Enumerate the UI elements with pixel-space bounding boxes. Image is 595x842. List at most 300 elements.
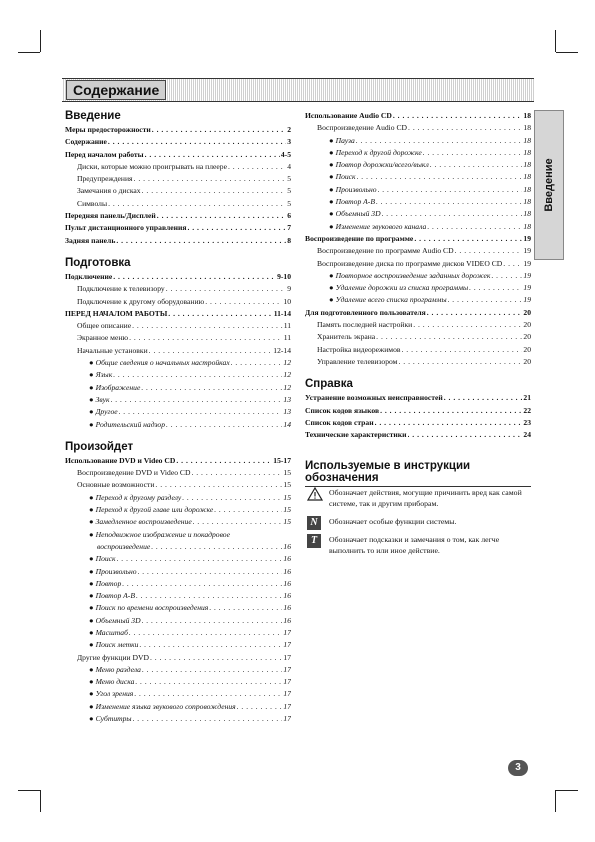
toc-entry[interactable] [65, 271, 291, 283]
toc-entry-title: Содержание [65, 137, 107, 147]
toc-page-number: 19 [523, 270, 531, 280]
toc-page-number: 11 [283, 321, 291, 331]
leader-dots [401, 344, 522, 356]
toc-entry[interactable] [65, 369, 291, 381]
leader-dots [378, 184, 523, 196]
toc-entry-text: Переход к другому разделу [95, 492, 182, 502]
toc-entry-text: Язык [95, 370, 113, 380]
toc-page-number: 22 [523, 405, 531, 415]
toc-entry-text: Переход к другой главе или дорожке [95, 505, 214, 515]
leader-dots [375, 417, 523, 429]
toc-page-number: 19 [523, 258, 531, 268]
toc-entry-title: Меры предосторожности [65, 125, 151, 134]
bullet-icon: ● [89, 529, 94, 539]
toc-entry-title [89, 492, 181, 504]
toc-page-number: 18 [523, 221, 531, 231]
toc-entry-title [89, 664, 141, 676]
leader-dots [427, 307, 523, 319]
toc-entry[interactable] [65, 345, 291, 357]
toc-entry[interactable] [305, 196, 531, 208]
toc-entry[interactable] [305, 171, 531, 183]
toc-entry[interactable] [305, 147, 531, 159]
toc-entry-text: Изменение языка звукового сопровождения [95, 701, 236, 711]
toc-entry-title [89, 566, 137, 578]
leader-dots [382, 208, 523, 220]
note-icon: N [307, 516, 321, 530]
toc-entry[interactable] [65, 149, 291, 161]
toc-entry-title [89, 382, 140, 394]
toc-entry-text: Пауза [335, 135, 355, 145]
toc-page-number: 5 [287, 174, 291, 184]
toc-entry[interactable] [65, 283, 291, 295]
legend-item-note [307, 516, 531, 530]
toc-entry[interactable] [305, 344, 531, 356]
leader-dots [134, 688, 282, 700]
bullet-icon: ● [89, 603, 94, 613]
toc-entry-text: Произвольно [335, 184, 377, 194]
leader-dots [187, 222, 286, 234]
toc-entry[interactable] [65, 124, 291, 136]
toc-page-number: 19 [523, 283, 531, 293]
leader-dots [357, 171, 523, 183]
toc-page-number: 12 [283, 382, 291, 392]
toc-entry-text: Поиск метки [95, 640, 139, 650]
bullet-icon: ● [89, 492, 94, 502]
toc-entry-text: Удаление всего списка программы [335, 295, 447, 305]
toc-page-number: 20 [523, 307, 531, 317]
leader-dots [455, 245, 523, 257]
crop-mark [555, 30, 556, 52]
legend-text: Обозначает подсказки и замечания о том, как легче выполнить то или иное действие. [329, 535, 500, 555]
leader-dots [136, 590, 282, 602]
toc-page-number: 17 [283, 652, 291, 662]
toc-page-number: 17 [283, 701, 291, 711]
toc-entry-title: ПЕРЕД НАЧАЛОМ РАБОТЫ [65, 308, 168, 318]
toc-entry[interactable] [65, 541, 291, 553]
leader-dots [413, 319, 522, 331]
toc-page-number: 5 [287, 186, 291, 196]
toc-page-number: 16 [283, 603, 291, 613]
toc-page-number: 4 [287, 161, 291, 171]
toc-entry[interactable] [305, 429, 531, 441]
toc-entry-text: Субтитры [95, 714, 132, 724]
side-tab-label: Введение [543, 158, 555, 212]
toc-entry-text: Повтор [95, 578, 122, 588]
toc-page-number: 16 [283, 591, 291, 601]
toc-entry[interactable] [305, 417, 531, 429]
bullet-icon: ● [329, 221, 334, 231]
toc-entry[interactable] [65, 516, 291, 528]
toc-entry-title [329, 208, 381, 220]
bullet-icon: ● [329, 184, 334, 194]
toc-entry-title [329, 184, 377, 196]
toc-entry-title [89, 639, 138, 651]
toc-page-number: 15 [283, 468, 291, 478]
toc-entry-title [329, 159, 429, 171]
toc-page-number: 14 [283, 419, 291, 429]
section-spacer [65, 247, 291, 257]
leader-dots [138, 566, 283, 578]
toc-entry[interactable] [65, 308, 291, 320]
toc-page-number: 8 [287, 235, 291, 245]
crop-mark [18, 790, 40, 791]
toc-entry-title: Задняя панель [65, 235, 116, 245]
toc-right-column [305, 110, 531, 441]
toc-entry-text: Повтор A-B [335, 197, 375, 207]
leader-dots [427, 221, 522, 233]
toc-entry[interactable] [65, 627, 291, 639]
toc-entry-title: Экранное меню [77, 333, 129, 343]
bullet-icon: ● [89, 382, 94, 392]
leader-dots [168, 308, 272, 320]
leader-dots [444, 392, 523, 404]
toc-page-number: 12 [283, 370, 291, 380]
bullet-icon: ● [89, 701, 94, 711]
bullet-icon: ● [89, 394, 94, 404]
toc-page-number: 9-10 [277, 271, 291, 281]
crop-mark [18, 52, 40, 53]
toc-page-number: 17 [283, 640, 291, 650]
toc-entry[interactable] [305, 319, 531, 331]
bullet-icon: ● [329, 197, 334, 207]
toc-entry-text: Масштаб [95, 627, 128, 637]
toc-entry[interactable] [65, 590, 291, 602]
leader-dots [376, 196, 522, 208]
toc-entry[interactable] [305, 122, 531, 134]
toc-entry[interactable] [65, 419, 291, 431]
tip-icon: T [307, 534, 321, 548]
toc-entry-text: Повтор дорожки/всего/выкл [335, 160, 429, 170]
toc-entry-text: Общие сведения о начальных настройках [95, 358, 230, 368]
toc-entry-title [89, 578, 121, 590]
toc-entry-title: Устранение возможных неисправностей [305, 393, 443, 403]
toc-entry[interactable] [65, 394, 291, 406]
toc-entry[interactable] [65, 185, 291, 197]
toc-page-number: 16 [283, 615, 291, 625]
toc-entry[interactable] [305, 282, 531, 294]
toc-entry[interactable] [65, 357, 291, 369]
toc-page-number: 18 [523, 197, 531, 207]
toc-entry-text: Неподвижное изображение и покадровое [95, 529, 230, 539]
toc-entry-text: Меню диска [95, 677, 135, 687]
leader-dots [423, 147, 523, 159]
toc-entry[interactable] [65, 639, 291, 651]
bullet-icon: ● [89, 615, 94, 625]
toc-entry-text: Объемный 3D [95, 615, 141, 625]
leader-dots [113, 271, 276, 283]
leader-dots [108, 136, 286, 148]
toc-entry-title: Подключение [65, 271, 113, 281]
warning-icon [307, 487, 325, 501]
leader-dots [113, 369, 282, 381]
leader-dots [414, 233, 522, 245]
toc-entry[interactable] [65, 406, 291, 418]
toc-entry[interactable] [65, 467, 291, 479]
toc-entry-text: Угол зрения [95, 689, 134, 699]
toc-entry[interactable] [65, 713, 291, 725]
leader-dots [151, 541, 282, 553]
toc-entry-title [89, 676, 134, 688]
toc-entry[interactable] [305, 208, 531, 220]
section-heading: Произойдет [65, 440, 134, 453]
toc-entry[interactable] [65, 222, 291, 234]
toc-entry-text: Повторное воспроизведение заданных дорожек [335, 270, 491, 280]
toc-page-number: 19 [523, 233, 531, 243]
toc-entry[interactable] [305, 405, 531, 417]
toc-entry[interactable] [305, 233, 531, 245]
bullet-icon: ● [89, 591, 94, 601]
toc-entry[interactable] [65, 529, 291, 541]
toc-entry-title [329, 171, 356, 183]
leader-dots [205, 296, 282, 308]
leader-dots [119, 406, 283, 418]
leader-dots [448, 294, 523, 306]
toc-page-number: 10 [283, 296, 291, 306]
toc-entry-title: воспроизведение [97, 541, 151, 551]
toc-entry-title: Воспроизведение DVD и Video CD [77, 468, 191, 478]
toc-entry[interactable] [65, 235, 291, 247]
toc-entry[interactable] [65, 492, 291, 504]
leader-dots [209, 602, 282, 614]
bullet-icon: ● [329, 295, 334, 305]
header-bar [62, 78, 534, 102]
leader-dots [111, 394, 283, 406]
toc-entry[interactable] [305, 356, 531, 368]
toc-entry-title [329, 135, 355, 147]
leader-dots [133, 713, 283, 725]
toc-page-number: 16 [283, 566, 291, 576]
toc-entry-text: Изменение звукового канала [335, 221, 427, 231]
leader-dots [117, 553, 283, 565]
toc-entry[interactable] [305, 331, 531, 343]
toc-page-number: 23 [523, 417, 531, 427]
toc-page-number: 20 [523, 320, 531, 330]
bullet-icon: ● [329, 147, 334, 157]
bullet-icon: ● [89, 714, 94, 724]
leader-dots [237, 701, 283, 713]
bullet-icon: ● [89, 640, 94, 650]
toc-entry[interactable] [305, 221, 531, 233]
toc-entry-title [89, 369, 112, 381]
toc-page-number: 12 [283, 358, 291, 368]
toc-page-number: 7 [287, 223, 291, 233]
leader-dots [155, 479, 282, 491]
toc-page-number: 17 [283, 714, 291, 724]
toc-entry-title: Список кодов стран [305, 417, 374, 427]
toc-entry[interactable] [305, 294, 531, 306]
toc-entry[interactable] [305, 184, 531, 196]
leader-dots [430, 159, 523, 171]
leader-dots [139, 639, 282, 651]
toc-entry-title: Воспроизведение диска по программе дисков VIDEO CD [317, 258, 503, 268]
leader-dots [129, 627, 283, 639]
leader-dots [228, 161, 286, 173]
toc-entry-title [329, 270, 490, 282]
crop-mark [556, 52, 578, 53]
toc-entry[interactable] [305, 245, 531, 257]
toc-entry[interactable] [65, 382, 291, 394]
toc-entry-text: Родительский надзор [95, 419, 166, 429]
toc-entry-title [89, 529, 230, 541]
toc-entry-text: Поиск [335, 172, 356, 182]
leader-dots [231, 357, 283, 369]
toc-entry[interactable] [65, 578, 291, 590]
toc-page-number: 19 [523, 246, 531, 256]
toc-entry-text: Объемный 3D [335, 209, 381, 219]
toc-page-number: 16 [283, 554, 291, 564]
toc-entry-title: Предупреждения [77, 174, 133, 184]
toc-entry[interactable] [65, 210, 291, 222]
bullet-icon: ● [89, 517, 94, 527]
toc-entry[interactable] [305, 270, 531, 282]
bullet-icon: ● [329, 209, 334, 219]
toc-entry[interactable] [65, 455, 291, 467]
toc-entry-title [89, 357, 230, 369]
toc-entry[interactable] [305, 258, 531, 270]
toc-page-number: 18 [523, 123, 531, 133]
toc-entry-title: Подключение к телевизору [77, 284, 165, 294]
leader-dots [176, 455, 272, 467]
leader-dots [149, 345, 273, 357]
toc-entry-text: Изображение [95, 382, 141, 392]
toc-entry-title [89, 590, 135, 602]
toc-entry[interactable] [65, 566, 291, 578]
toc-entry[interactable] [65, 553, 291, 565]
toc-entry-title [89, 688, 133, 700]
toc-entry[interactable] [65, 504, 291, 516]
toc-entry-title: Для подготовленного пользователя [305, 307, 426, 317]
toc-entry-title: Управление телевизором [317, 356, 398, 366]
toc-entry-text: Удаление дорожки из списка программы [335, 283, 469, 293]
toc-entry-title [329, 196, 375, 208]
toc-entry[interactable] [305, 110, 531, 122]
leader-dots [191, 467, 282, 479]
leader-dots [399, 356, 523, 368]
toc-page-number: 11 [283, 333, 291, 343]
bullet-icon: ● [329, 135, 334, 145]
toc-page-number: 21 [523, 393, 531, 403]
toc-entry-title [89, 553, 116, 565]
leader-dots [356, 135, 523, 147]
toc-entry-title [89, 602, 208, 614]
toc-entry[interactable] [65, 664, 291, 676]
toc-entry[interactable] [65, 701, 291, 713]
toc-entry[interactable] [65, 676, 291, 688]
toc-entry-title [89, 615, 141, 627]
toc-entry[interactable] [65, 615, 291, 627]
toc-entry-title [89, 701, 236, 713]
toc-page-number: 18 [523, 147, 531, 157]
legend-item-tip [307, 534, 531, 556]
toc-entry[interactable] [65, 198, 291, 210]
leader-dots [122, 578, 282, 590]
toc-entry-text: Поиск по времени воспроизведения [95, 603, 209, 613]
leader-dots [408, 122, 522, 134]
toc-entry[interactable] [65, 688, 291, 700]
bullet-icon: ● [89, 370, 94, 380]
toc-entry-title: Воспроизведение по программе Audio CD [317, 246, 454, 256]
toc-entry-text: Звук [95, 394, 110, 404]
legend-item-warning [307, 487, 531, 509]
bullet-icon: ● [329, 160, 334, 170]
toc-entry-text: Другое [95, 407, 118, 417]
bullet-icon: ● [329, 283, 334, 293]
toc-page-number: 16 [283, 541, 291, 551]
bullet-icon: ● [89, 689, 94, 699]
bullet-icon: ● [89, 419, 94, 429]
page-number: 3 [508, 760, 528, 776]
toc-entry[interactable] [65, 136, 291, 148]
toc-page-number: 17 [283, 689, 291, 699]
leader-dots [193, 516, 283, 528]
toc-entry[interactable] [305, 135, 531, 147]
toc-entry[interactable] [305, 307, 531, 319]
page-title: Содержание [66, 80, 166, 100]
toc-entry-title [89, 406, 118, 418]
section-heading: Подготовка [65, 256, 131, 269]
leader-dots [503, 258, 522, 270]
toc-entry-title [89, 394, 110, 406]
leader-dots [469, 282, 522, 294]
toc-page-number: 18 [523, 172, 531, 182]
toc-entry-text: Замедленное воспроизведение [95, 517, 192, 527]
leader-dots [145, 149, 280, 161]
leader-dots [142, 185, 287, 197]
toc-page-number: 15 [283, 517, 291, 527]
section-spacer [65, 431, 291, 441]
toc-page-number: 19 [523, 295, 531, 305]
leader-dots [134, 173, 287, 185]
leader-dots [408, 429, 523, 441]
leader-dots [142, 664, 282, 676]
toc-entry-text: Повтор A-B [95, 591, 135, 601]
toc-entry[interactable] [65, 479, 291, 491]
toc-entry-title: Пульт дистанционного управления [65, 223, 187, 233]
leader-dots [393, 110, 523, 122]
leader-dots [182, 492, 282, 504]
toc-entry-title [329, 147, 422, 159]
toc-entry[interactable] [305, 392, 531, 404]
toc-entry[interactable] [65, 296, 291, 308]
section-spacer [305, 368, 531, 378]
toc-entry-title: Настройка видеорежимов [317, 344, 401, 354]
toc-entry-text: Переход к другой дорожке [335, 147, 422, 157]
leader-dots [135, 676, 282, 688]
toc-entry[interactable] [305, 159, 531, 171]
toc-page-number: 20 [523, 344, 531, 354]
toc-page-number: 4-5 [280, 149, 291, 159]
leader-dots [157, 210, 286, 222]
toc-entry-title: Использование Audio CD [305, 111, 392, 120]
toc-entry[interactable] [65, 320, 291, 332]
toc-entry[interactable] [65, 652, 291, 664]
toc-entry-title: Память последней настройки [317, 320, 413, 330]
toc-entry-title [329, 294, 447, 306]
toc-entry[interactable] [65, 332, 291, 344]
toc-entry-text: Меню раздела [95, 664, 141, 674]
bullet-icon: ● [89, 358, 94, 368]
toc-entry[interactable] [65, 602, 291, 614]
toc-page-number: 18 [523, 209, 531, 219]
toc-entry[interactable] [65, 161, 291, 173]
toc-entry-title: Список кодов языков [305, 405, 380, 415]
toc-entry-title: Передняя панель/Дисплей [65, 211, 156, 221]
bullet-icon: ● [89, 407, 94, 417]
toc-page-number: 16 [283, 578, 291, 588]
toc-entry-title [89, 504, 213, 516]
toc-entry[interactable] [65, 173, 291, 185]
leader-dots [152, 124, 286, 136]
